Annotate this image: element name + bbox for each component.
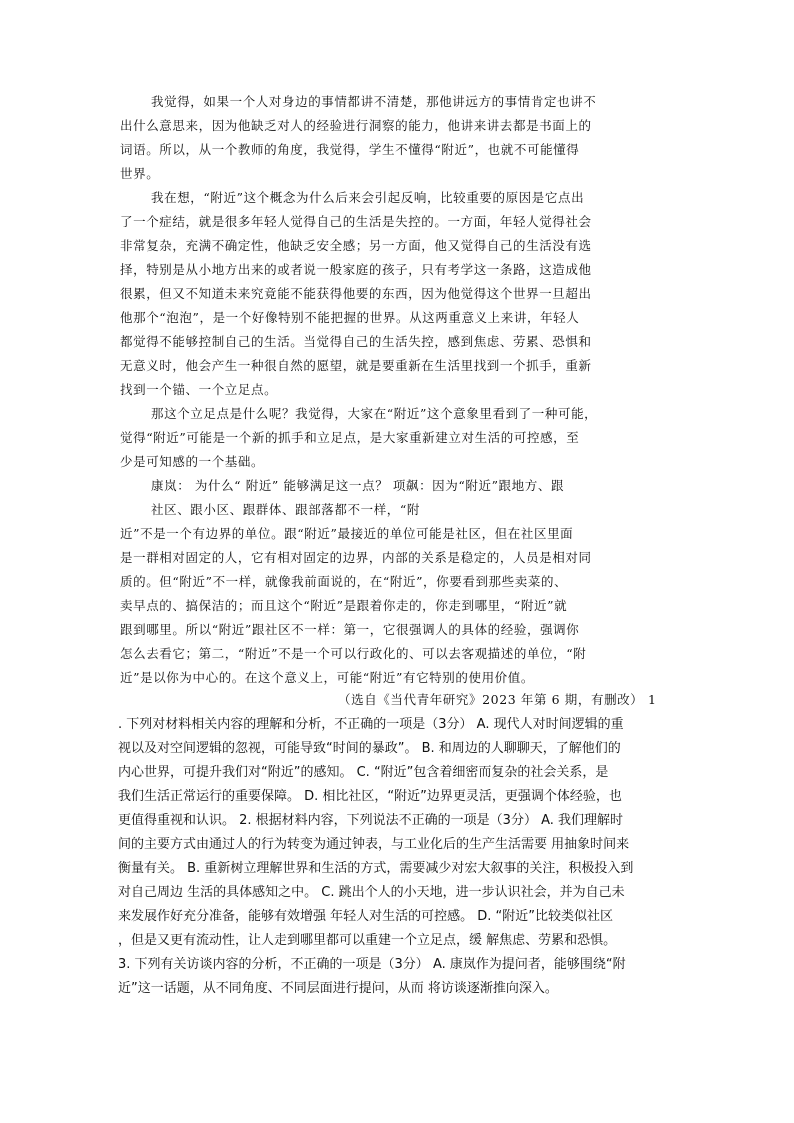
text-line: 少是可知感的一个基础。	[120, 454, 265, 469]
text-line: 了一个症结，就是很多年轻人觉得自己的生活是失控的。一方面，年轻人觉得社会	[120, 214, 592, 229]
text-line: 觉得“附近”可能是一个新的抓手和立足点，是大家重新建立对生活的可控感，至	[120, 430, 580, 445]
question-line: 衡量有关。 B. 重新树立理解世界和生活的方式，需要减少对宏大叙事的关注，积极投入到	[118, 861, 634, 876]
question-line: 来发展作好充分准备，能够有效增强 年轻人对生活的可控感。 D. “附近”比较类似社区	[118, 909, 614, 924]
text-line: 很累，但又不知道未来究竟能不能获得他要的东西，因为他觉得这个世界一旦超出	[120, 286, 592, 301]
question-line: 更值得重视和认识。 2. 根据材料内容，下列说法不正确的一项是（3分） A. 我们理解时	[118, 813, 624, 828]
text-line: 词语。所以，从一个教师的角度，我觉得，学生不懂得“附近”，也就不可能懂得	[120, 142, 580, 157]
question-line: 对自己周边 生活的具体感知之中。 C. 跳出个人的小天地，进一步认识社会，并为自己未	[118, 885, 625, 900]
text-line: 非常复杂，充满不确定性，他缺乏安全感；另一方面，他又觉得自己的生活没有选	[120, 238, 592, 253]
question-line: 我们生活正常运行的重要保障。 D. 相比社区，“附近”边界更灵活，更强调个体经验，也	[118, 789, 622, 804]
text-line: 跟到哪里。所以“附近”跟社区不一样：第一，它很强调人的具体的经验，强调你	[120, 622, 580, 637]
text-line: 世界。	[120, 166, 160, 181]
question-line: . 下列对材料相关内容的理解和分析，不正确的一项是（3分） A. 现代人对时间逻辑的重	[118, 717, 624, 732]
question-line: 3. 下列有关访谈内容的分析，不正确的一项是（3分） A. 康岚作为提问者，能够围绕“附	[118, 957, 626, 972]
question-line: 内心世界，可提升我们对“附近”的感知。 C. “附近”包含着细密而复杂的社会关系，是	[118, 765, 609, 780]
text-line: 是一群相对固定的人，它有相对固定的边界，内部的关系是稳定的，人员是相对同	[120, 550, 592, 565]
text-line: 他那个“泡泡”，是一个好像特别不能把握的世界。从这两重意义上来讲，年轻人	[120, 310, 580, 325]
text-line: 我觉得，如果一个人对身边的事情都讲不清楚，那他讲远方的事情肯定也讲不	[151, 94, 597, 109]
question-line: 间的主要方式由通过人的行为转变为通过钟表，与工业化后的生产生活需要 用抽象时间来	[118, 837, 630, 852]
text-line: 出什么意思来，因为他缺乏对人的经验进行洞察的能力，他讲来讲去都是书面上的	[120, 118, 592, 133]
question-line: 视以及对空间逻辑的忽视，可能导致“时间的暴政”。 B. 和周边的人聊聊天，了解他们的	[118, 741, 621, 756]
text-line: 都觉得不能够控制自己的生活。当觉得自己的生活失控，感到焦虑、劳累、恐惧和	[120, 334, 592, 349]
text-line: 我在想，“附近”这个概念为什么后来会引起反响，比较重要的原因是它点出	[151, 190, 585, 205]
text-line: 无意义时，他会产生一种很自然的愿望，就是要重新在生活里找到一个抓手，重新	[120, 358, 592, 373]
text-line: 择，特别是从小地方出来的或者说一般家庭的孩子，只有考学这一条路，这造成他	[120, 262, 592, 277]
text-line: 卖早点的、搞保洁的；而且这个“附近”是跟着你走的，你走到哪里，“附近”就	[120, 598, 568, 613]
text-line: 社区、跟小区、跟群体、跟部落都不一样，“附	[151, 502, 420, 517]
text-line: 康岚： 为什么“ 附近” 能够满足这一点？ 项飙：因为“附近”跟地方、跟	[151, 478, 565, 493]
text-line: 质的。但“附近”不一样，就像我前面说的，在“附近”，你要看到那些卖菜的、	[120, 574, 568, 589]
question-line: 近”这一话题，从不同角度、不同层面进行提问，从而 将访谈逐渐推向深入。	[118, 981, 558, 996]
text-line: 近”不是一个有边界的单位。跟“附近”最接近的单位可能是社区，但在社区里面	[120, 526, 574, 541]
question-line: ，但是又更有流动性，让人走到哪里都可以重建一个立足点，缓 解焦虑、劳累和恐惧。	[118, 933, 617, 948]
source-citation: （选自《当代青年研究》2023 年第 6 期，有删改） 1	[338, 692, 657, 707]
text-line: 那这个立足点是什么呢？我觉得，大家在“附近”这个意象里看到了一种可能，	[151, 406, 598, 421]
text-line: 怎么去看它；第二，“附近”不是一个可以行政化的、可以去客观描述的单位，“附	[120, 646, 587, 661]
text-line: 找到一个锚、一个立足点。	[120, 382, 278, 397]
text-line: 近”是以你为中心的。在这个意义上，可能“附近”有它特别的使用价值。	[120, 670, 534, 685]
